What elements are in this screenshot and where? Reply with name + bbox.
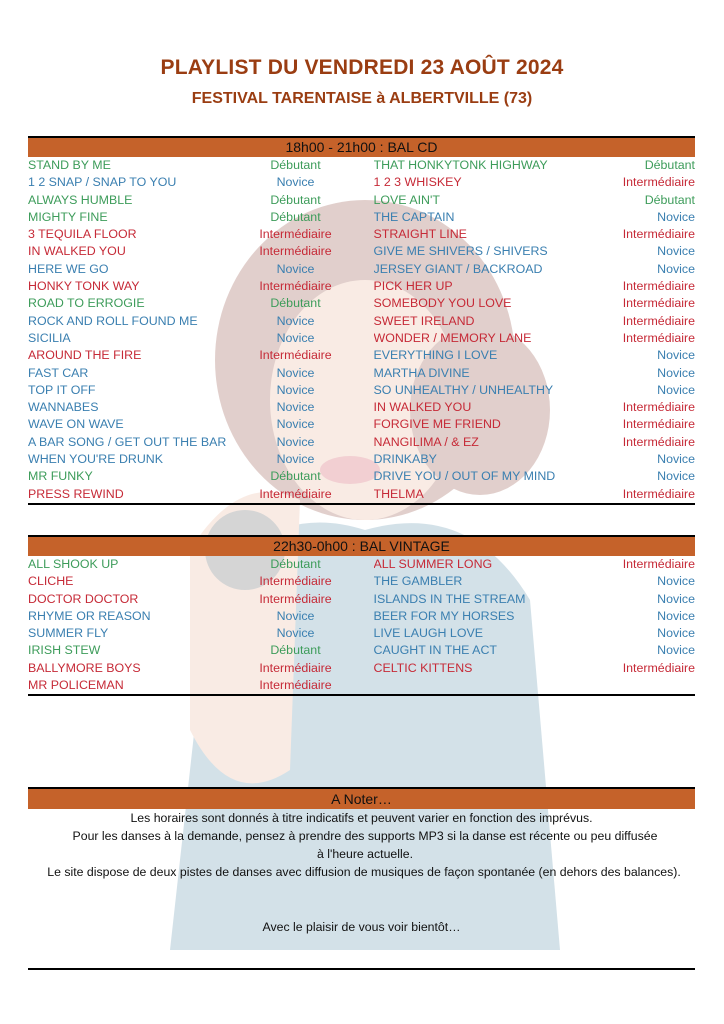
dance-level: Novice <box>657 244 695 259</box>
right-dance-cell <box>362 399 696 416</box>
dance-level: Novice <box>657 348 695 363</box>
playlist-row <box>28 416 695 433</box>
left-dance-cell <box>28 608 362 625</box>
right-dance-cell <box>362 642 696 659</box>
right-dance-cell <box>362 434 696 451</box>
playlist-row <box>28 556 695 573</box>
dance-name: THAT HONKYTONK HIGHWAY <box>373 158 548 172</box>
dance-name: SOMEBODY YOU LOVE <box>373 296 512 311</box>
left-dance-cell <box>28 347 362 364</box>
dance-name: PICK HER UP <box>373 279 453 294</box>
left-dance-cell <box>28 157 362 174</box>
right-dance-cell <box>362 451 696 468</box>
dance-level: Intermédiaire <box>622 417 695 432</box>
left-dance-cell <box>28 556 362 573</box>
left-dance-cell <box>28 625 362 642</box>
dance-level: Débutant <box>270 557 321 571</box>
dance-name: EVERYTHING I LOVE <box>373 348 498 363</box>
dance-level: Novice <box>276 417 315 432</box>
dance-level: Intermédiaire <box>259 244 332 259</box>
right-dance-cell <box>362 174 696 191</box>
right-dance-cell <box>362 347 696 364</box>
playlist-row <box>28 677 695 694</box>
dance-level: Novice <box>657 591 695 606</box>
dance-level: Intermédiaire <box>622 557 695 571</box>
dance-name: ISLANDS IN THE STREAM <box>373 591 526 606</box>
left-dance-cell <box>28 261 362 278</box>
left-dance-cell <box>28 174 362 191</box>
playlist-row <box>28 261 695 278</box>
playlist-row <box>28 573 695 590</box>
left-dance-cell <box>28 573 362 590</box>
dance-name: ALL SUMMER LONG <box>373 557 493 571</box>
dance-level: Intermédiaire <box>622 296 695 311</box>
note-line: Le site dispose de deux pistes de danses avec diffusion de musiques de façon spontanée (en dehors des balances). <box>47 865 681 879</box>
dance-level: Intermédiaire <box>622 279 695 294</box>
playlist-row <box>28 226 695 243</box>
dance-name: BALLYMORE BOYS <box>28 660 141 675</box>
dance-level: Novice <box>276 330 315 345</box>
dance-name: LIVE LAUGH LOVE <box>373 626 483 641</box>
right-dance-cell <box>362 468 696 485</box>
dance-name: THELMA <box>373 486 424 501</box>
left-dance-cell <box>28 226 362 243</box>
left-dance-cell <box>28 278 362 295</box>
playlist-row <box>28 278 695 295</box>
dance-name: LOVE AIN'T <box>373 192 440 207</box>
right-dance-cell <box>362 330 696 347</box>
dance-name: FAST CAR <box>28 365 89 380</box>
playlist-row <box>28 642 695 659</box>
left-dance-cell <box>28 486 362 503</box>
dance-level: Débutant <box>270 158 321 172</box>
right-dance-cell <box>362 486 696 503</box>
dance-level: Novice <box>276 261 315 276</box>
dance-name: 1 2 SNAP / SNAP TO YOU <box>28 175 177 190</box>
dance-level: Intermédiaire <box>259 486 332 501</box>
dance-name: GIVE ME SHIVERS / SHIVERS <box>373 244 548 259</box>
dance-name: SWEET IRELAND <box>373 313 475 328</box>
playlist-row <box>28 399 695 416</box>
right-dance-cell <box>362 416 696 433</box>
dance-level: Novice <box>276 434 315 449</box>
dance-name: 1 2 3 WHISKEY <box>373 175 462 190</box>
right-dance-cell <box>362 608 696 625</box>
dance-name: A BAR SONG / GET OUT THE BAR <box>28 434 227 449</box>
playlist-row <box>28 434 695 451</box>
right-dance-cell <box>362 677 696 694</box>
dance-name: MR FUNKY <box>28 469 93 484</box>
left-dance-cell <box>28 209 362 226</box>
dance-name: SO UNHEALTHY / UNHEALTHY <box>373 382 554 397</box>
left-dance-cell <box>28 468 362 485</box>
page-subtitle: FESTIVAL TARENTAISE à ALBERTVILLE (73) <box>191 90 533 107</box>
playlist-row <box>28 365 695 382</box>
playlist-row <box>28 625 695 642</box>
dance-level: Novice <box>657 382 695 397</box>
dance-level: Novice <box>276 382 315 397</box>
dance-name: MIGHTY FINE <box>28 209 108 224</box>
right-dance-cell <box>362 365 696 382</box>
playlist-row <box>28 157 695 174</box>
dance-level: Intermédiaire <box>259 279 332 294</box>
dance-name: STRAIGHT LINE <box>373 227 467 242</box>
dance-name: CAUGHT IN THE ACT <box>373 643 497 658</box>
dance-name: STAND BY ME <box>28 158 111 172</box>
note-line: Pour les danses à la demande, pensez à prendre des supports MP3 si la danse est récente ou peu diffusée à l'heure actuelle. <box>72 829 658 861</box>
section-header: 18h00 - 21h00 : BAL CD <box>28 136 695 157</box>
dance-name: DRINKABY <box>373 452 437 467</box>
left-dance-cell <box>28 192 362 209</box>
left-dance-cell <box>28 434 362 451</box>
dance-level: Débutant <box>270 209 321 224</box>
playlist-row <box>28 295 695 312</box>
right-dance-cell <box>362 295 696 312</box>
dance-name: IN WALKED YOU <box>28 244 126 259</box>
left-dance-cell <box>28 313 362 330</box>
note-line: Les horaires sont donnés à titre indicatifs et peuvent varier en fonction des imprévus. <box>130 811 593 825</box>
dance-name: ROAD TO ERROGIE <box>28 296 145 311</box>
dance-level: Intermédiaire <box>622 330 695 345</box>
dance-level: Débutant <box>270 192 321 207</box>
dance-level: Intermédiaire <box>622 175 695 190</box>
dance-level: Débutant <box>270 296 321 311</box>
dance-name: THE GAMBLER <box>373 574 463 589</box>
dance-level: Novice <box>276 175 315 190</box>
left-dance-cell <box>28 591 362 608</box>
left-dance-cell <box>28 642 362 659</box>
note-line: Avec le plaisir de vous voir bientôt… <box>262 920 461 934</box>
dance-level: Novice <box>276 608 315 623</box>
dance-name: MARTHA DIVINE <box>373 365 470 380</box>
playlist-row <box>28 174 695 191</box>
playlist-row <box>28 209 695 226</box>
dance-level: Novice <box>657 643 695 658</box>
right-dance-cell <box>362 625 696 642</box>
left-dance-cell <box>28 660 362 677</box>
dance-level: Intermédiaire <box>622 486 695 501</box>
right-dance-cell <box>362 382 696 399</box>
right-dance-cell <box>362 278 696 295</box>
playlist-row <box>28 382 695 399</box>
right-dance-cell <box>362 556 696 573</box>
dance-level: Intermédiaire <box>622 660 695 675</box>
right-dance-cell <box>362 157 696 174</box>
dance-level: Intermédiaire <box>259 574 332 589</box>
dance-name: ROCK AND ROLL FOUND ME <box>28 313 198 328</box>
dance-name: DRIVE YOU / OUT OF MY MIND <box>373 469 556 484</box>
playlist-row <box>28 486 695 503</box>
right-dance-cell <box>362 209 696 226</box>
right-dance-cell <box>362 573 696 590</box>
dance-name: ALWAYS HUMBLE <box>28 192 133 207</box>
right-dance-cell <box>362 243 696 260</box>
dance-name: IRISH STEW <box>28 643 101 658</box>
dance-level: Novice <box>657 608 695 623</box>
playlist-section-bal-vintage <box>28 535 695 696</box>
left-dance-cell <box>28 451 362 468</box>
left-dance-cell <box>28 330 362 347</box>
dance-level: Novice <box>657 365 695 380</box>
dance-level: Novice <box>657 469 695 484</box>
playlist-row <box>28 608 695 625</box>
right-dance-cell <box>362 660 696 677</box>
dance-name: THE CAPTAIN <box>373 209 455 224</box>
dance-name: NANGILIMA / & EZ <box>373 434 479 449</box>
dance-name: SUMMER FLY <box>28 626 109 641</box>
right-dance-cell <box>362 261 696 278</box>
dance-name: ALL SHOOK UP <box>28 557 119 571</box>
dance-level: Intermédiaire <box>622 434 695 449</box>
dance-name: BEER FOR MY HORSES <box>373 608 515 623</box>
right-dance-cell <box>362 591 696 608</box>
left-dance-cell <box>28 295 362 312</box>
dance-level: Novice <box>657 574 695 589</box>
dance-level: Novice <box>276 452 315 467</box>
left-dance-cell <box>28 243 362 260</box>
dance-name: WAVE ON WAVE <box>28 417 124 432</box>
bottom-divider <box>28 968 695 970</box>
dance-level: Novice <box>276 313 315 328</box>
dance-name: DOCTOR DOCTOR <box>28 591 139 606</box>
dance-level: Novice <box>276 365 315 380</box>
dance-level: Intermédiaire <box>259 678 332 693</box>
right-dance-cell <box>362 192 696 209</box>
dance-name: IN WALKED YOU <box>373 400 472 415</box>
dance-level: Intermédiaire <box>259 591 332 606</box>
playlist-row <box>28 347 695 364</box>
dance-name: CELTIC KITTENS <box>373 660 473 675</box>
dance-name: PRESS REWIND <box>28 486 124 501</box>
dance-level: Débutant <box>270 469 321 484</box>
dance-level: Intermédiaire <box>259 227 332 242</box>
dance-name: WHEN YOU'RE DRUNK <box>28 452 164 467</box>
playlist-row <box>28 192 695 209</box>
dance-name: HONKY TONK WAY <box>28 279 140 294</box>
right-dance-cell <box>362 313 696 330</box>
dance-level <box>585 677 695 694</box>
left-dance-cell <box>28 399 362 416</box>
dance-name <box>374 677 586 694</box>
dance-level: Novice <box>657 261 695 276</box>
dance-level: Novice <box>657 626 695 641</box>
playlist-row <box>28 451 695 468</box>
dance-level: Intermédiaire <box>622 313 695 328</box>
dance-name: RHYME OR REASON <box>28 608 151 623</box>
dance-name: 3 TEQUILA FLOOR <box>28 227 137 242</box>
dance-name: MR POLICEMAN <box>28 678 124 693</box>
dance-level: Intermédiaire <box>259 660 332 675</box>
dance-level: Débutant <box>644 158 695 172</box>
playlist-section-bal-cd <box>28 136 695 505</box>
playlist-row <box>28 330 695 347</box>
notes-header: A Noter… <box>28 787 695 809</box>
dance-name: AROUND THE FIRE <box>28 348 142 363</box>
dance-level: Novice <box>657 452 695 467</box>
dance-level: Débutant <box>270 643 321 658</box>
section-header: 22h30-0h00 : BAL VINTAGE <box>28 535 695 556</box>
playlist-row <box>28 243 695 260</box>
dance-name: WANNABES <box>28 400 99 415</box>
playlist-row <box>28 468 695 485</box>
left-dance-cell <box>28 416 362 433</box>
dance-level: Intermédiaire <box>622 227 695 242</box>
dance-level: Novice <box>657 209 695 224</box>
dance-name: SICILIA <box>28 330 71 345</box>
playlist-row <box>28 313 695 330</box>
dance-name: WONDER / MEMORY LANE <box>373 330 532 345</box>
playlist-row <box>28 660 695 677</box>
left-dance-cell <box>28 365 362 382</box>
dance-name: CLICHE <box>28 574 74 589</box>
dance-level: Débutant <box>644 192 695 207</box>
right-dance-cell <box>362 226 696 243</box>
left-dance-cell <box>28 677 362 694</box>
dance-name: JERSEY GIANT / BACKROAD <box>373 261 543 276</box>
dance-level: Intermédiaire <box>622 400 695 415</box>
dance-level: Novice <box>276 626 315 641</box>
dance-name: TOP IT OFF <box>28 382 96 397</box>
left-dance-cell <box>28 382 362 399</box>
dance-level: Intermédiaire <box>259 348 332 363</box>
dance-name: FORGIVE ME FRIEND <box>373 417 501 432</box>
page-title: PLAYLIST DU VENDREDI 23 AOÛT 2024 <box>160 56 564 79</box>
dance-level: Novice <box>276 400 315 415</box>
dance-name: HERE WE GO <box>28 261 109 276</box>
playlist-row <box>28 591 695 608</box>
